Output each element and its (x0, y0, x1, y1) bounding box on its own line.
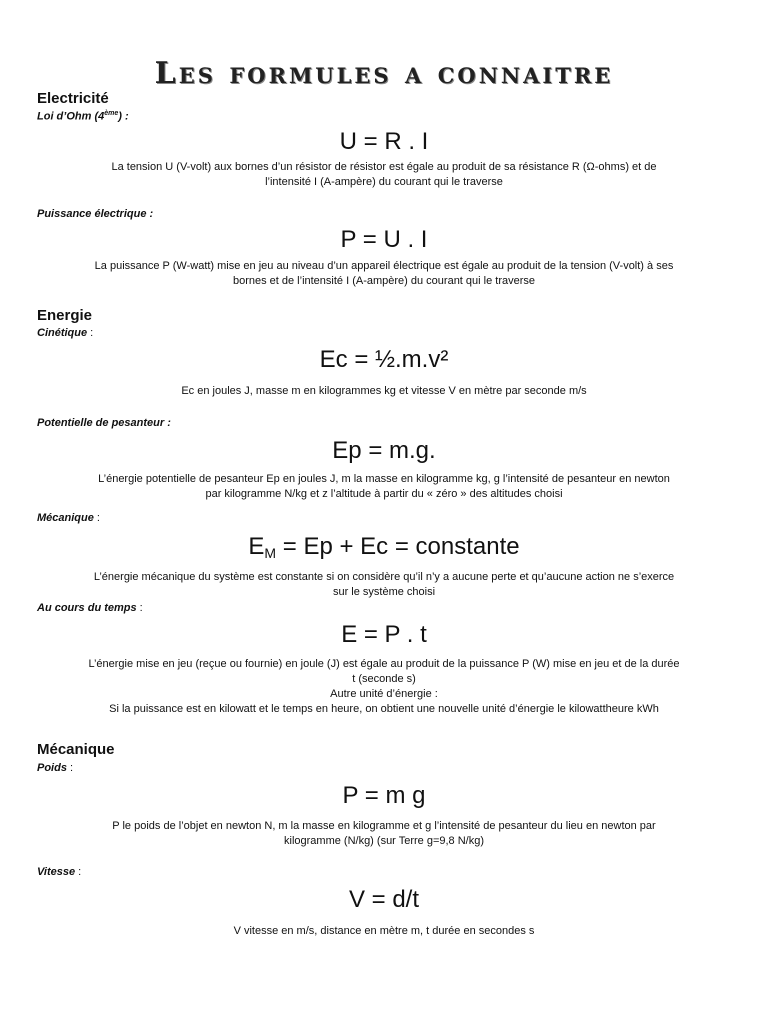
subheading-poids: Poids : (37, 762, 74, 774)
subheading-potentielle: Potentielle de pesanteur : (37, 417, 171, 429)
page-title: Les formules a connaitre (154, 56, 614, 92)
section-heading-energie: Energie (37, 307, 93, 324)
description-puissance: La puissance P (W-watt) mise en jeu au niveau d’un appareil électrique est égale au produit de la tension (V-volt) à ses bornes et de l’intensité I (A-ampère) du courant qui le traverse (94, 260, 674, 287)
formula-puissance: P = U . I (340, 226, 428, 253)
section-heading-mecanique: Mécanique (37, 741, 115, 758)
subheading-cinetique: Cinétique : (37, 327, 94, 339)
subheading-vitesse: Vitesse : (37, 866, 82, 878)
subheading-mecanique-energie: Mécanique : (37, 512, 100, 524)
description-mecanique: L’énergie mécanique du système est constante si on considère qu’il n’y a aucune perte et qu’aucune action ne s’exerce sur le système choisi (93, 571, 675, 598)
subheading-au-cours-du-temps: Au cours du temps : (37, 602, 143, 614)
description-potentielle: L’énergie potentielle de pesanteur Ep en joules J, m la masse en kilogramme kg, g l’intensité de pesanteur en newton par kilogramme N/kg et z l’altitude à partir du « zéro » des altitudes choisi (98, 473, 670, 500)
subheading-puissance-electrique: Puissance électrique : (37, 208, 154, 220)
description-cinetique: Ec en joules J, masse m en kilogrammes kg et vitesse V en mètre par seconde m/s (181, 385, 587, 397)
description-vitesse: V vitesse en m/s, distance en mètre m, t durée en secondes s (233, 925, 535, 937)
formula-ohm: U = R . I (339, 128, 429, 155)
description-poids: P le poids de l’objet en newton N, m la masse en kilogramme et g l’intensité de pesanteur du lieu en newton par kilogramme (N/kg) (sur Terre g=9,8 N/kg) (112, 820, 656, 847)
formula-poids: P = m g (342, 782, 426, 809)
formula-cinetique: Ec = ½.m.v² (319, 346, 449, 373)
formula-temps: E = P . t (341, 621, 427, 648)
subheading-loi-ohm: Loi d’Ohm (4ème) : (37, 110, 129, 123)
description-ohm: La tension U (V-volt) aux bornes d’un résistor de résistor est égale au produit de sa résistance R (Ω-ohms) et de l’intensité I (A-ampère) du courant qui le traverse (111, 161, 657, 188)
formula-potentielle: Ep = m.g. (332, 437, 436, 464)
formula-vitesse: V = d/t (348, 886, 420, 913)
formula-mecanique: $E_M = Ep + Ec$ = constante (248, 533, 520, 561)
section-heading-electricite: Electricité (37, 90, 109, 107)
description-temps: L’énergie mise en jeu (reçue ou fournie) en joule (J) est égale au produit de la puissance P (W) mise en jeu et de la durée t (seconde s) Autre unité d’énergie : Si la puissance est en kilowatt et le temps en heure, on obtient une nouvelle unité d’énergie le kilowattheure kWh (88, 658, 680, 715)
